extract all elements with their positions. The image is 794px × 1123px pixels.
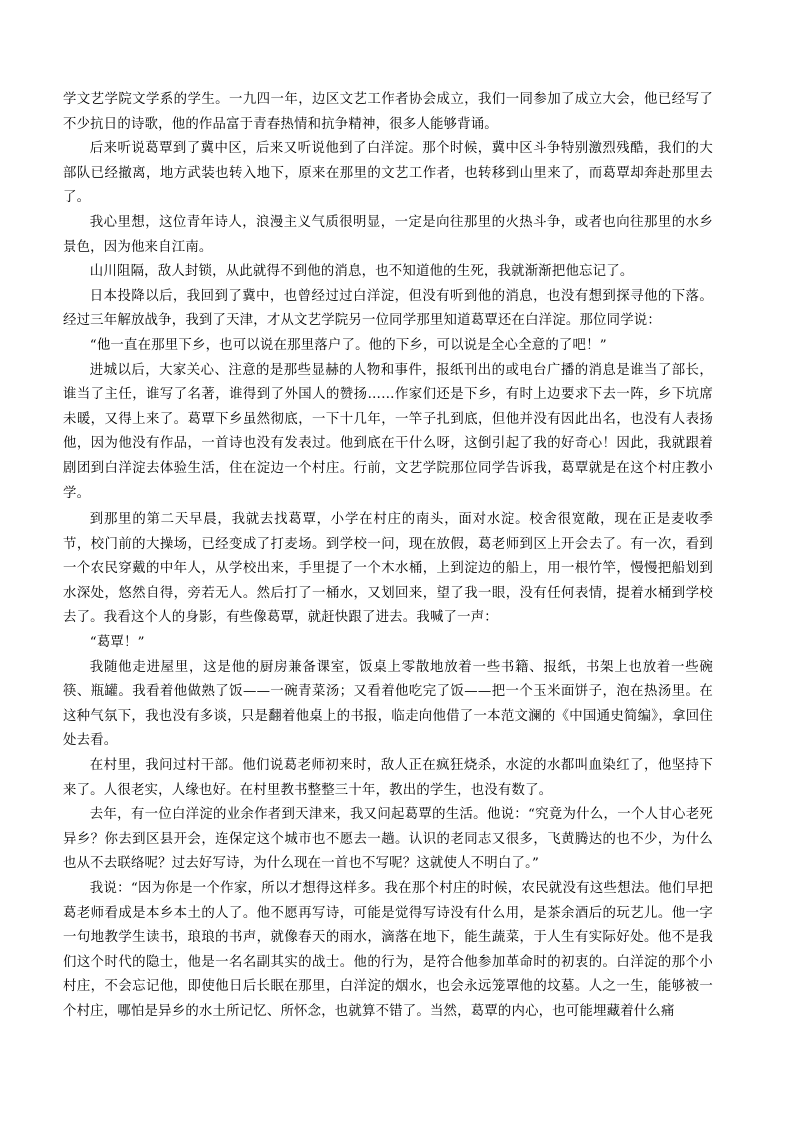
paragraph-2: 后来听说葛覃到了冀中区，后来又听说他到了白洋淀。那个时候，冀中区斗争特别激烈残酷，我们的大部队已经撤离，地方武装也转入地下，原来在那里的文艺工作者，也转移到山里来了，而葛覃却奔赴那里去了。 xyxy=(63,141,713,206)
paragraph-10: 我随他走进屋里，这是他的厨房兼备课室，饭桌上零散地放着一些书籍、报纸，书架上也放着一些碗筷、瓶罐。我看着他做熟了饭——一碗青菜汤；又看着他吃完了饭——把一个玉米面饼子，泡在热汤里。在这种气氛下，我也没有多谈，只是翻着他桌上的书报，临走向他借了一本范文澜的《中国通史简编》，拿回住处去看。 xyxy=(63,659,713,749)
paragraph-9-shout: “葛覃！” xyxy=(89,635,145,651)
paragraph-8: 到那里的第二天早晨，我就去找葛覃，小学在村庄的南头，面对水淀。校舍很宽敞，现在正是麦收季节，校门前的大操场，已经变成了打麦场。到学校一问，现在放假，葛老师到区上开会去了。有一次，看到一个农民穿戴的中年人，从学校出来，手里提了一个木水桶，上到淀边的船上，用一根竹竿，慢慢把船划到水深处，悠然自得，旁若无人。然后打了一桶水，又划回来，望了我一眼，没有任何表情，提着水桶到学校去了。我看这个人的身影，有些像葛覃，就赶快跟了进去。我喊了一声： xyxy=(63,512,713,626)
paragraph-1: 学文艺学院文学系的学生。一九四一年，边区文艺工作者协会成立，我们一同参加了成立大会，他已经写了不少抗日的诗歌，他的作品富于青春热情和抗争精神，很多人能够背诵。 xyxy=(63,92,713,132)
paragraph-13: 我说：“因为你是一个作家，所以才想得这样多。我在那个村庄的时候，农民就没有这些想法。他们早把葛老师看成是本乡本土的人了。他不愿再写诗，可能是觉得写诗没有什么用，是茶余酒后的玩艺儿。他一字一句地教学生读书，琅琅的书声，就像春天的雨水，滴落在地下，能生蔬菜，于人生有实际好处。他不是我们这个时代的隐士，他是一名名副其实的战士。他的行为，是符合他参加革命时的初衷的。白洋淀的那个小村庄，不会忘记他，即使他日后长眠在那里，白洋淀的烟水，也会永远笼罩他的坟墓。人之一生，能够被一个村庄，哪怕是异乡的水土所记忆、所怀念，也就算不错了。当然，葛覃的内心，也可能埋藏着什么痛 xyxy=(63,881,713,1019)
paragraph-5: 日本投降以后，我回到了冀中，也曾经过过白洋淀，但没有听到他的消息，也没有想到探寻他的下落。经过三年解放战争，我到了天津，才从文艺学院另一位同学那里知道葛覃还在白洋淀。那位同学说： xyxy=(63,288,713,329)
paragraph-4: 山川阻隔，敌人封锁，从此就得不到他的消息，也不知道他的生死，我就渐渐把他忘记了。 xyxy=(89,264,634,280)
paragraph-12: 去年，有一位白洋淀的业余作者到天津来，我又问起葛覃的生活。他说：“究竟为什么，一个人甘心老死异乡？你去到区县开会，连保定这个城市也不愿去一趟。认识的老同志又很多，飞黄腾达的也不少，为什么也从不去联络呢？过去好写诗，为什么现在一首也不写呢？这就使人不明白了。” xyxy=(63,807,713,872)
paragraph-7: 进城以后，大家关心、注意的是那些显赫的人物和事件，报纸刊出的或电台广播的消息是谁当了部长，谁当了主任，谁写了名著，谁得到了外国人的赞扬……作家们还是下乡，有时上边要求下去一阵，乡下坑席未暖，又得上来了。葛覃下乡虽然彻底，一下十几年，一竿子扎到底，但他并没有因此出名，也没有人表扬他，因为他没有作品，一首诗也没有发表过。他到底在干什么呀，这倒引起了我的好奇心！因此，我就跟着剧团到白洋淀去体验生活，住在淀边一个村庄。行前，文艺学院那位同学告诉我，葛覃就是在这个村庄教小学。 xyxy=(63,362,713,501)
paragraph-3: 我心里想，这位青年诗人，浪漫主义气质很明显，一定是向往那里的火热斗争，或者也向往那里的水乡景色，因为他来自江南。 xyxy=(63,214,713,255)
article-body xyxy=(63,88,713,1025)
paragraph-11: 在村里，我问过村干部。他们说葛老师初来时，敌人正在疯狂烧杀，水淀的水都叫血染红了，他坚持下来了。人很老实，人缘也好。在村里教书整整三十年，教出的学生，也没有数了。 xyxy=(63,758,713,798)
paragraph-6-quote: “他一直在那里下乡，也可以说在那里落户了。他的下乡，可以说是全心全意的了吧！” xyxy=(89,337,607,353)
